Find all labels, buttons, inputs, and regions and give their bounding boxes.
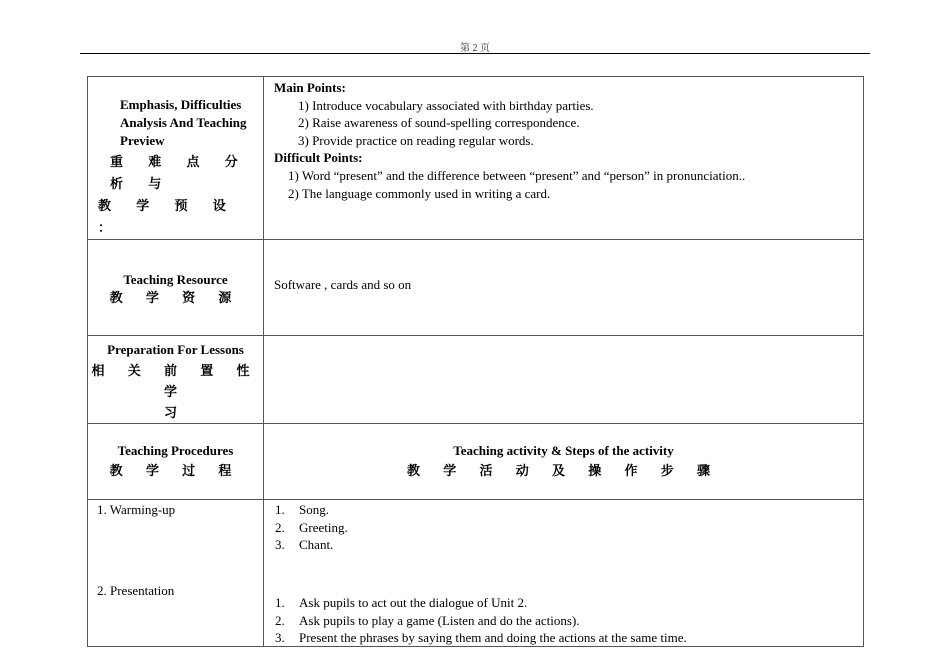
steps-content-cell (264, 500, 864, 647)
main-point-item: 3) Provide practice on reading regular words. (298, 132, 534, 148)
resource-label-cell (88, 240, 264, 336)
list-number: 2. (275, 612, 285, 628)
list-item (275, 536, 348, 554)
list-number: 2. (275, 519, 285, 535)
emphasis-label-en (98, 96, 257, 150)
list-item (275, 629, 687, 647)
list-text: Chant. (299, 537, 334, 553)
resource-content-cell (264, 240, 864, 336)
difficult-point-item: 2) The language commonly used in writing a card. (288, 185, 551, 201)
resource-label-cn: 教 学 资 源 (109, 290, 242, 305)
preparation-label-en: Preparation For Lessons (107, 342, 244, 357)
emphasis-label-cell (88, 77, 264, 240)
difficult-point-item: 1) Word “present” and the difference between “present” and “person” in pronunciation.. (288, 167, 746, 183)
warming-up-list (275, 501, 348, 554)
main-points-title: Main Points: (274, 80, 346, 95)
emphasis-label-cn-line: 重 难 点 分 析 与 (110, 154, 249, 191)
preparation-content-cell (264, 336, 864, 424)
list-item (275, 519, 348, 537)
list-item (275, 612, 687, 630)
header-divider (80, 53, 870, 54)
preparation-label-cn-line: 相 关 前 置 性 学 (91, 363, 260, 399)
presentation-list (275, 594, 687, 647)
procedures-label-en: Teaching Procedures (117, 443, 234, 458)
lesson-plan-table (87, 76, 864, 647)
procedures-label-cell (88, 424, 264, 500)
list-text: Greeting. (299, 519, 348, 535)
main-point-item: 2) Raise awareness of sound-spelling correspondence. (298, 115, 580, 131)
emphasis-label-line: Preview (120, 133, 165, 148)
list-text: Present the phrases by saying them and doing the actions at the same time. (299, 630, 687, 646)
warming-up-label: 1. Warming-up (97, 502, 176, 517)
row-steps (88, 500, 864, 647)
page-number: 第 2 页 (460, 43, 490, 54)
row-resource (88, 240, 864, 336)
row-emphasis (88, 77, 864, 240)
preparation-label-cn-line: 习 (163, 405, 187, 420)
activity-header-cn: 教 学 活 动 及 操 作 步 骤 (406, 463, 720, 478)
activity-header-en: Teaching activity & Steps of the activity (453, 443, 674, 458)
emphasis-content-cell (264, 77, 864, 240)
steps-label-cell (88, 500, 264, 647)
presentation-label: 2. Presentation (97, 583, 175, 598)
list-number: 3. (275, 537, 285, 553)
emphasis-label-cn (98, 151, 257, 239)
list-text: Ask pupils to act out the dialogue of Unit 2. (299, 595, 528, 610)
list-number: 3. (275, 630, 285, 646)
activity-header-cell (264, 424, 864, 500)
list-number: 1. (275, 502, 285, 517)
main-point-item: 1) Introduce vocabulary associated with birthday parties. (298, 97, 594, 113)
list-item (275, 501, 348, 519)
emphasis-label-line: Analysis And Teaching (120, 115, 247, 130)
emphasis-label-cn-line: 教 学 预 设 ： (98, 198, 237, 235)
list-text: Song. (299, 502, 329, 517)
resource-content: Software , cards and so on (274, 277, 412, 292)
list-number: 1. (275, 595, 285, 610)
resource-label-en: Teaching Resource (123, 272, 228, 287)
row-procedures (88, 424, 864, 500)
list-text: Ask pupils to play a game (Listen and do the actions). (299, 612, 580, 628)
row-preparation (88, 336, 864, 424)
procedures-label-cn: 教 学 过 程 (109, 463, 242, 478)
preparation-label-cell (88, 336, 264, 424)
difficult-points-title: Difficult Points: (274, 150, 363, 166)
emphasis-label-line: Emphasis, Difficulties (120, 97, 242, 112)
list-item (275, 594, 687, 612)
